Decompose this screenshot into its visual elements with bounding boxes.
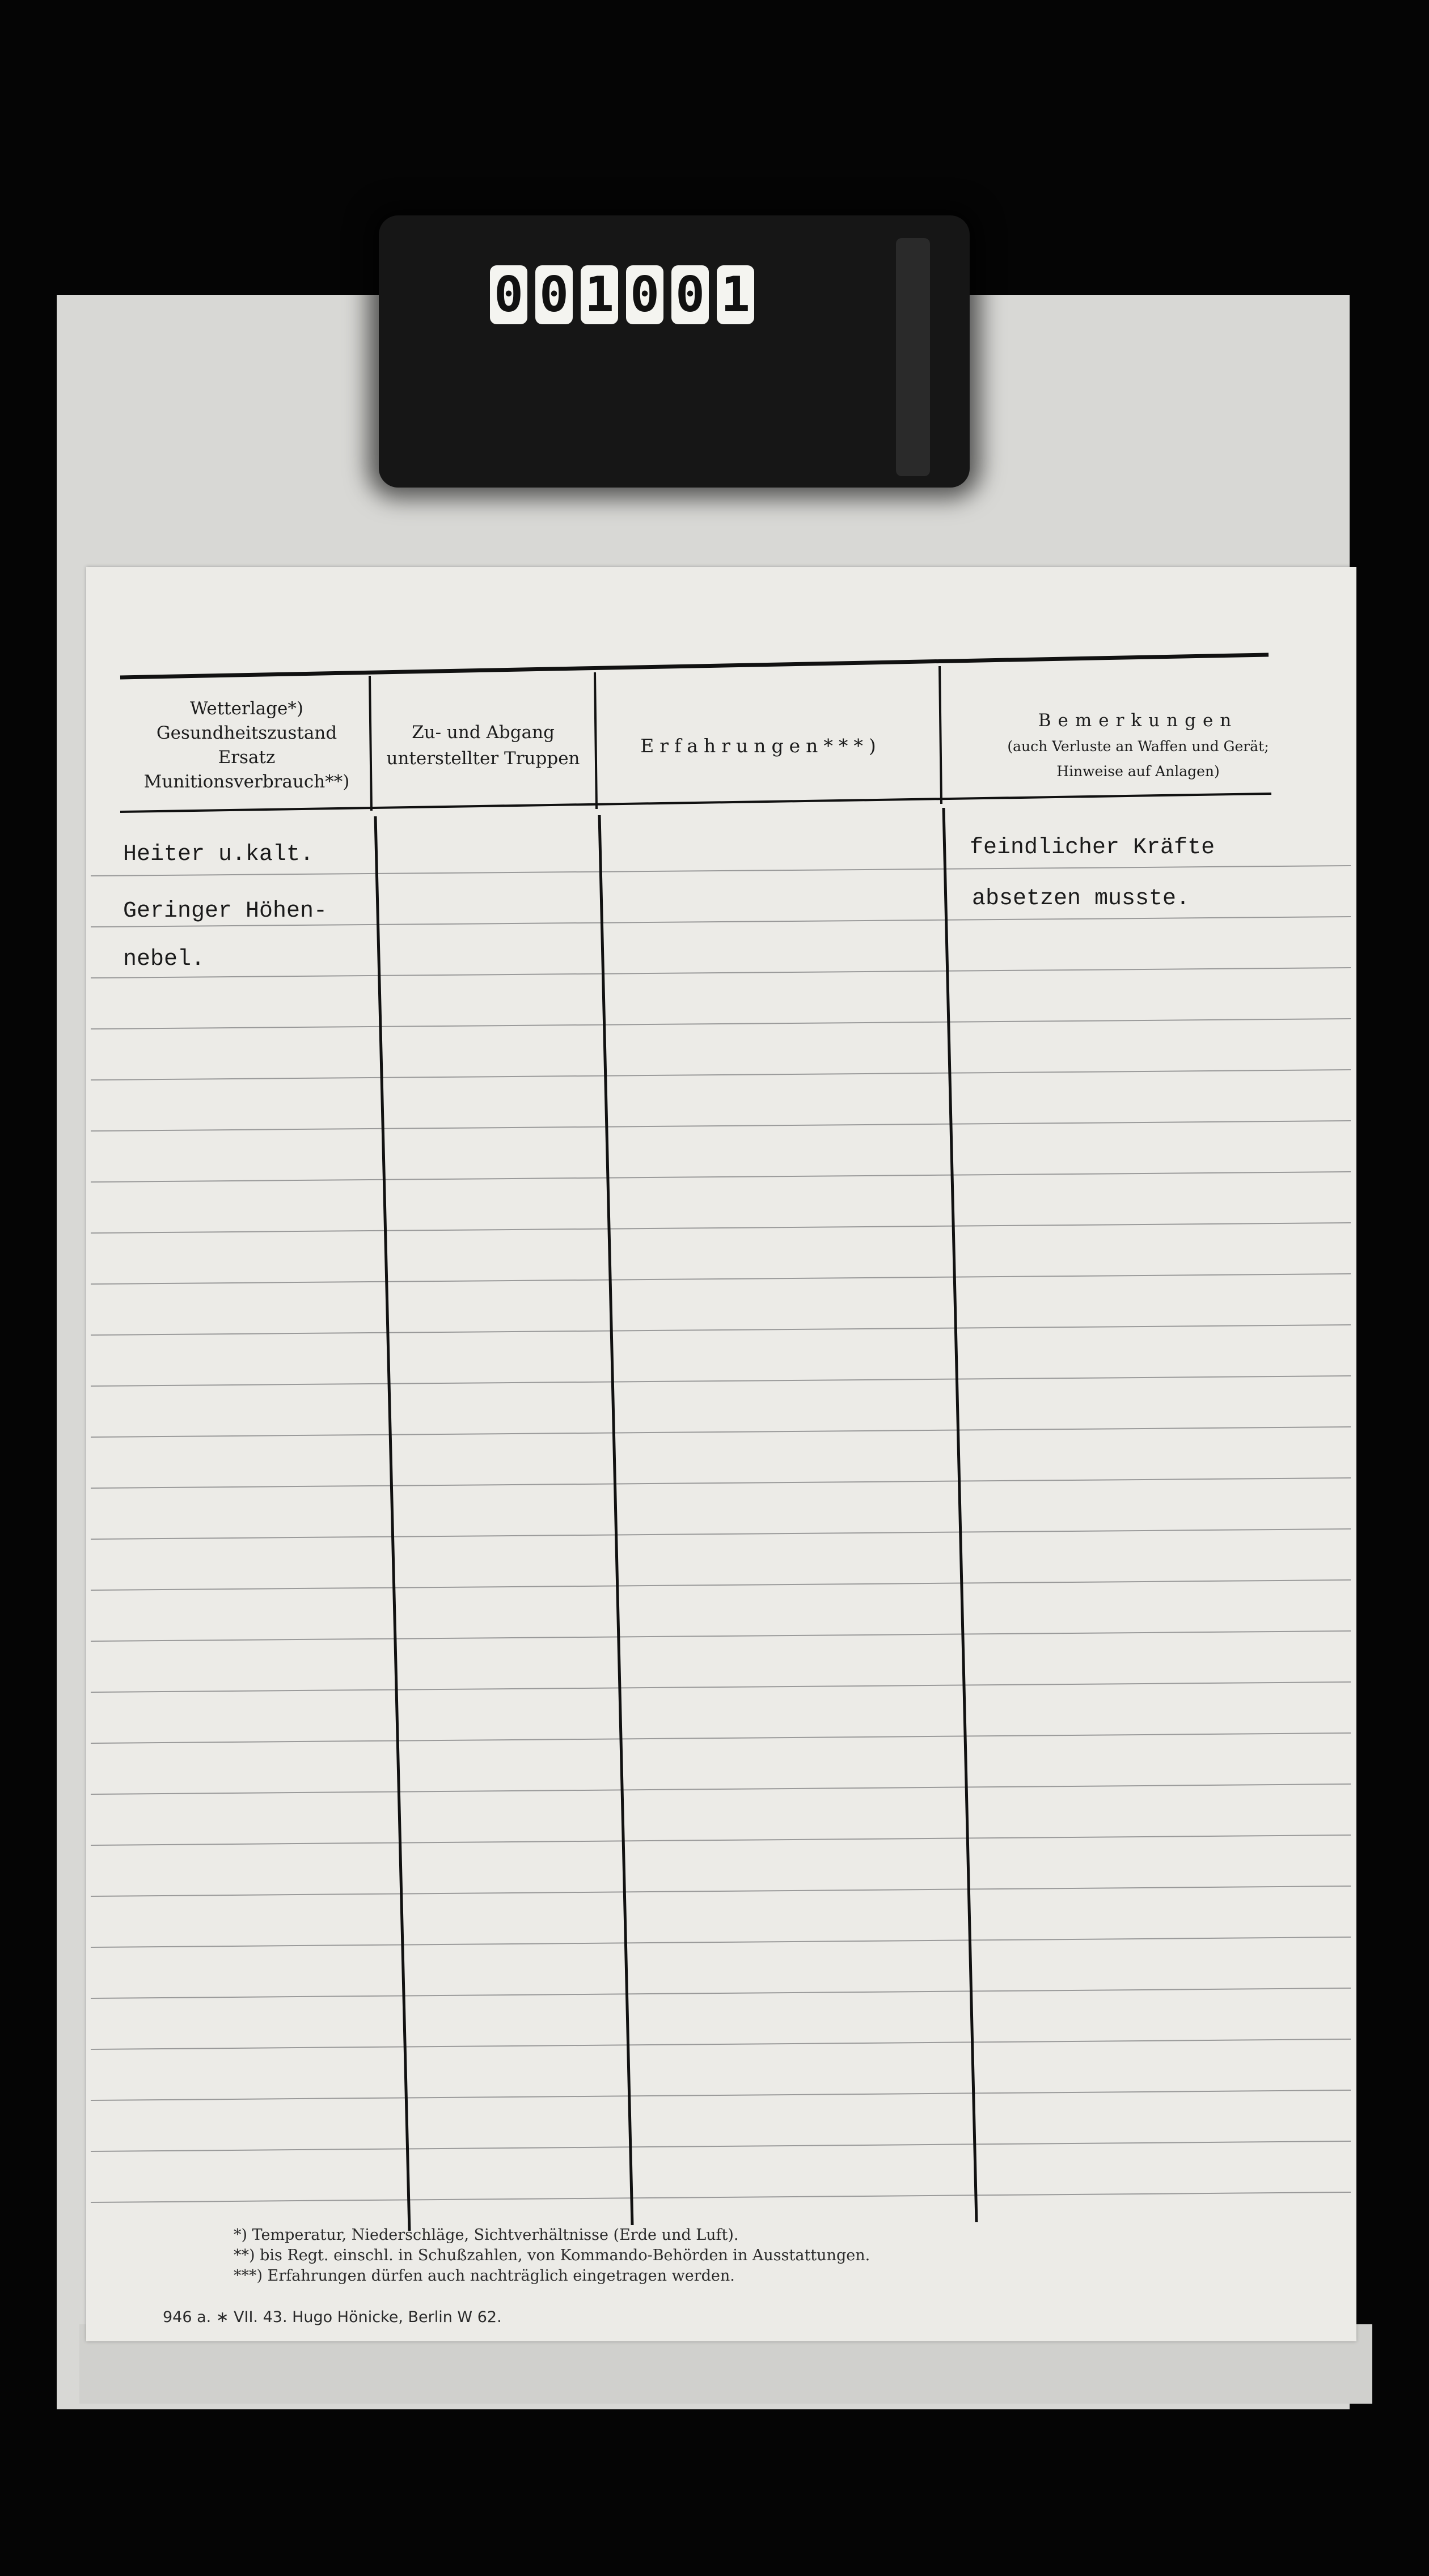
entry-remarks-line: feindlicher Kräfte	[970, 835, 1215, 861]
footnote: *) Temperatur, Niederschläge, Sichtverhältnisse (Erde und Luft).	[234, 2226, 739, 2244]
header-weather-line: Ersatz	[218, 747, 276, 768]
ruled-line	[91, 1886, 1351, 1896]
ruled-line	[91, 968, 1351, 978]
entry-weather-line: Geringer Höhen-	[123, 899, 328, 924]
counter-digit: 0	[626, 265, 663, 324]
entry-remarks-line: absetzen musste.	[972, 886, 1190, 912]
counter-digit: 1	[581, 265, 618, 324]
ruled-line	[91, 1274, 1351, 1284]
header-troops-line: unterstellter Truppen	[386, 748, 580, 769]
ruled-line	[91, 1121, 1351, 1131]
ruled-line	[91, 1172, 1351, 1182]
counter-digit: 0	[535, 265, 573, 324]
counter-digit: 0	[490, 265, 527, 324]
ruled-line	[91, 2090, 1351, 2100]
ruled-line	[91, 1019, 1351, 1029]
ruled-line	[91, 1529, 1351, 1539]
ruled-line	[91, 2141, 1351, 2151]
ruled-line	[91, 1325, 1351, 1335]
header-weather-line: Wetterlage*)	[190, 698, 303, 719]
entry-weather-line: Heiter u.kalt.	[123, 842, 314, 867]
header-weather	[125, 680, 369, 811]
ruled-line	[91, 1631, 1351, 1641]
ruled-line	[91, 1682, 1351, 1692]
frame-counter	[379, 215, 970, 488]
counter-housing	[896, 238, 930, 476]
footnote: **) bis Regt. einschl. in Schußzahlen, von Kommando-Behörden in Ausstattungen.	[234, 2247, 870, 2264]
header-weather-line: Gesundheitszustand	[156, 723, 337, 743]
ruled-line	[91, 1835, 1351, 1845]
ruled-line	[91, 1733, 1351, 1743]
ruled-line	[91, 1937, 1351, 1947]
footnotes	[234, 2225, 870, 2286]
ruled-line	[91, 1427, 1351, 1437]
frame-counter-digits	[490, 255, 754, 334]
header-experiences	[597, 680, 925, 811]
form-rules	[86, 567, 1356, 2341]
ruled-line	[91, 1580, 1351, 1590]
header-troops	[375, 680, 591, 811]
ruled-line	[91, 1478, 1351, 1488]
header-remarks-sub: (auch Verluste an Waffen und Gerät;	[1007, 738, 1269, 755]
counter-digit: 0	[671, 265, 709, 324]
ruled-line	[91, 1784, 1351, 1794]
ruled-line	[91, 2039, 1351, 2049]
form-sheet	[86, 567, 1356, 2341]
ruled-line	[91, 2192, 1351, 2202]
ruled-line	[91, 1376, 1351, 1386]
ruled-line	[91, 1988, 1351, 1998]
printer-imprint: 946 a. ∗ VII. 43. Hugo Hönicke, Berlin W 62.	[163, 2308, 502, 2326]
header-weather-line: Munitionsverbrauch**)	[143, 772, 350, 792]
ruled-line	[91, 1070, 1351, 1080]
ruled-line	[91, 1223, 1351, 1233]
header-troops-line: Zu- und Abgang	[412, 722, 555, 743]
header-remarks-title: Bemerkungen	[1038, 710, 1238, 731]
entry-weather-line: nebel.	[123, 947, 205, 972]
counter-digit: 1	[717, 265, 754, 324]
header-remarks-sub: Hinweise auf Anlagen)	[1056, 763, 1220, 779]
footnote: ***) Erfahrungen dürfen auch nachträglich eingetragen werden.	[234, 2267, 735, 2285]
header-experiences-label: Erfahrungen***)	[640, 734, 882, 757]
header-remarks	[937, 680, 1339, 811]
